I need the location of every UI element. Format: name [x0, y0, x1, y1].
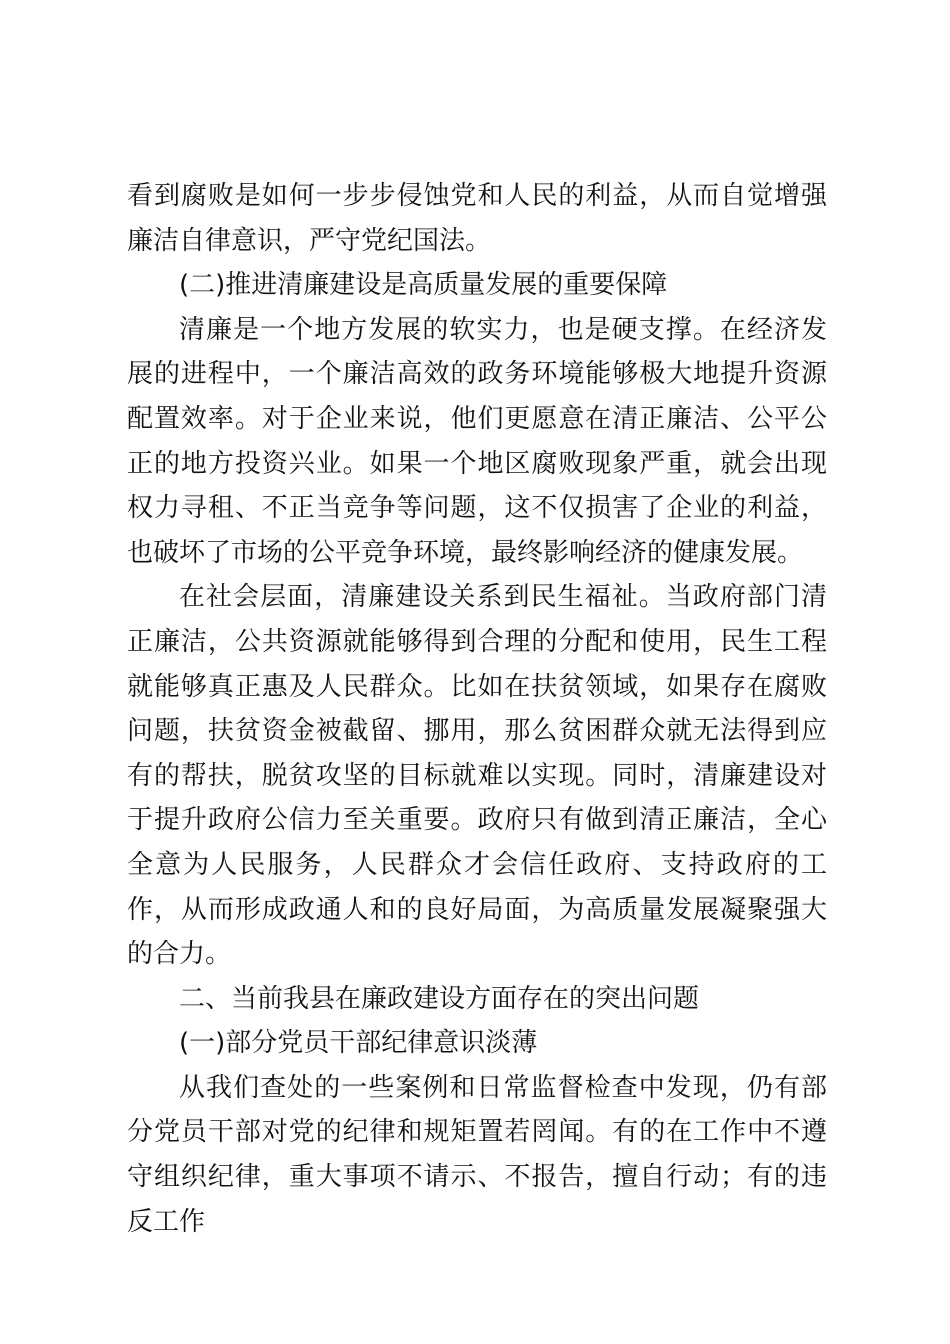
- paragraph-continuation: 看到腐败是如何一步步侵蚀党和人民的利益，从而自觉增强廉洁自律意识，严守党纪国法。: [127, 181, 827, 256]
- paragraph-society: 在社会层面，清廉建设关系到民生福祉。当政府部门清正廉洁，公共资源就能够得到合理的分配和使用，民生工程就能够真正惠及人民群众。比如在扶贫领域，如果存在腐败问题，扶贫资金被截留、挪用，那么贫困群众就无法得到应有的帮扶，脱贫攻坚的目标就难以实现。同时，清廉建设对于提升政府公信力至关重要。政府只有做到清正廉洁，全心全意为人民服务，人民群众才会信任政府、支持政府的工作，从而形成政通人和的良好局面，为高质量发展凝聚强大的合力。: [127, 582, 827, 970]
- paragraph-discipline: 从我们查处的一些案例和日常监督检查中发现，仍有部分党员干部对党的纪律和规矩置若罔闻。有的在工作中不遵守组织纪律，重大事项不请示、不报告，擅自行动；有的违反工作: [127, 1072, 827, 1237]
- section-heading-problems: 二、当前我县在廉政建设方面存在的突出问题: [179, 983, 700, 1014]
- subheading-weak-discipline: (一)部分党员干部纪律意识淡薄: [179, 1028, 538, 1059]
- paragraph-economy: 清廉是一个地方发展的软实力，也是硬支撑。在经济发展的进程中，一个廉洁高效的政务环境能够极大地提升资源配置效率。对于企业来说，他们更愿意在清正廉洁、公平公正的地方投资兴业。如果一个地区腐败现象严重，就会出现权力寻租、不正当竞争等问题，这不仅损害了企业的利益，也破坏了市场的公平竞争环境，最终影响经济的健康发展。: [127, 314, 827, 568]
- subheading-clean-governance-guarantee: (二)推进清廉建设是高质量发展的重要保障: [179, 270, 668, 301]
- document-body: [127, 174, 827, 1244]
